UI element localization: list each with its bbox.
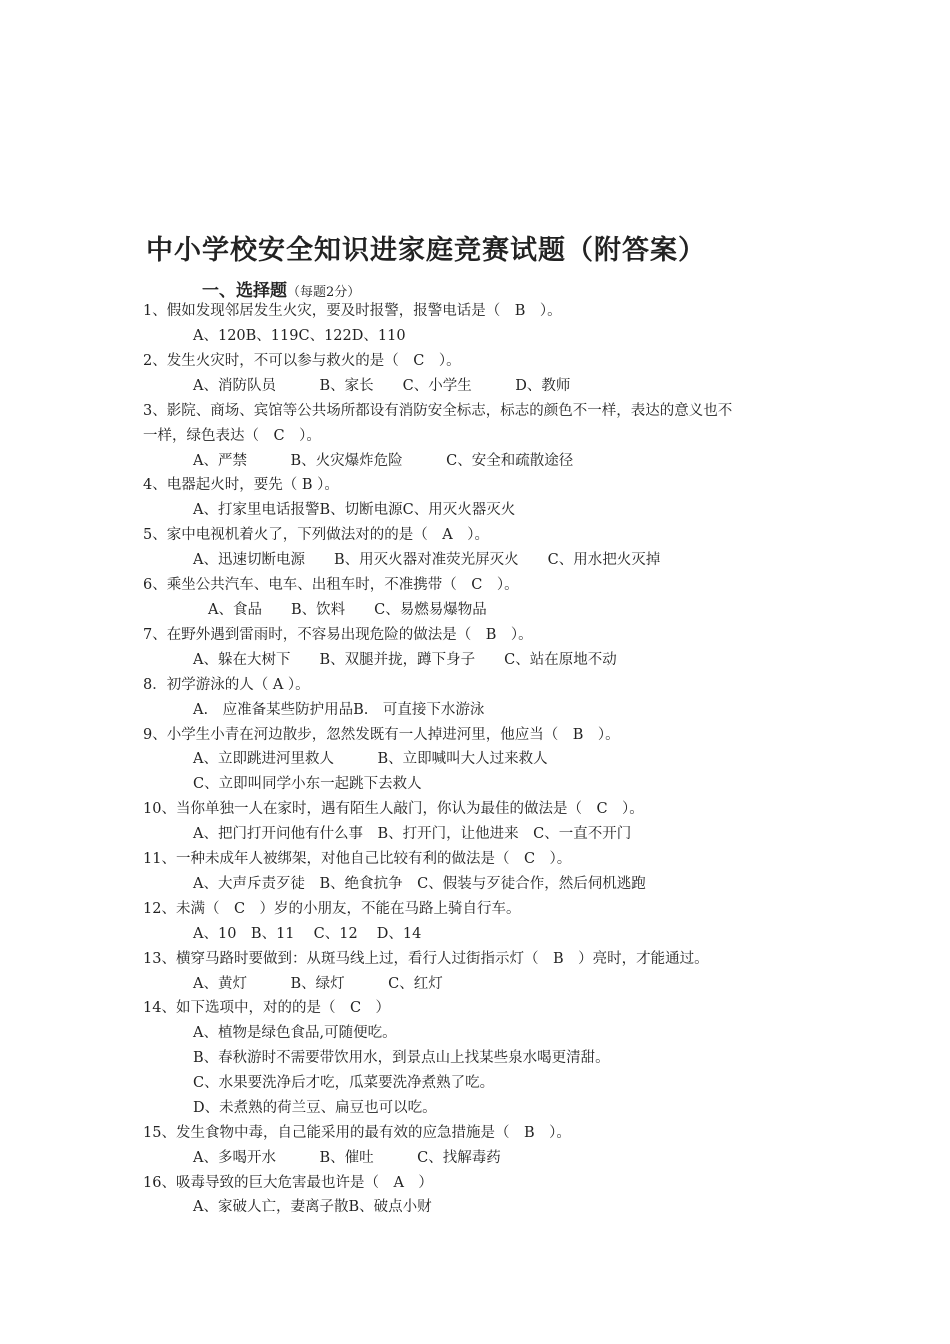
options-12: A、10 B、11 C、12 D、14	[193, 926, 422, 942]
page-title: 中小学校安全知识进家庭竞赛试题（附答案）	[146, 235, 706, 266]
options-2: A、消防队员 B、家长 C、小学生 D、教师	[193, 378, 571, 394]
options-16: A、家破人亡，妻离子散B、破点小财	[193, 1199, 432, 1215]
options-6: A、食品 B、饮料 C、易燃易爆物品	[208, 602, 487, 618]
question-5: 5、家中电视机着火了，下列做法对的的是（ A ）。	[143, 527, 489, 543]
question-8: 8．初学游泳的人（ A ）。	[143, 677, 310, 693]
question-15: 15、发生食物中毒，自己能采用的最有效的应急措施是（ B ）。	[143, 1125, 571, 1141]
question-9: 9、小学生小青在河边散步，忽然发既有一人掉进河里，他应当（ B ）。	[143, 727, 620, 743]
question-7: 7、在野外遇到雷雨时，不容易出现危险的做法是（ B ）。	[143, 627, 533, 643]
options-1: A、120B、119C、122D、110	[193, 328, 406, 344]
question-2: 2、发生火灾时，不可以参与救火的是（ C ）。	[143, 353, 461, 369]
options-14-d: D、未煮熟的荷兰豆、扁豆也可以吃。	[193, 1100, 437, 1116]
options-15: A、多喝开水 B、催吐 C、找解毒药	[193, 1150, 501, 1166]
options-3: A、严禁 B、火灾爆炸危险 C、安全和疏散途径	[193, 453, 574, 469]
question-14: 14、如下选项中，对的的是（ C ）	[143, 1000, 391, 1016]
options-14-c: C、水果要洗净后才吃，瓜菜要洗净煮熟了吃。	[193, 1075, 495, 1091]
question-11: 11、一种未成年人被绑架，对他自己比较有利的做法是（ C ）。	[143, 851, 572, 867]
section-note: （每题2分）	[287, 285, 361, 300]
question-1: 1、假如发现邻居发生火灾，要及时报警，报警电话是（ B ）。	[143, 303, 562, 319]
question-12: 12、未满（ C ）岁的小朋友，不能在马路上骑自行车。	[143, 901, 521, 917]
options-14-b: B、春秋游时不需要带饮用水，到景点山上找某些泉水喝更清甜。	[193, 1050, 610, 1066]
options-9: A、立即跳进河里救人 B、立即喊叫大人过来救人	[193, 751, 548, 767]
section-heading	[202, 276, 360, 301]
options-14-a: A、植物是绿色食品,可随便吃。	[193, 1025, 397, 1041]
question-4: 4、电器起火时，要先（ B ）。	[143, 477, 339, 493]
options-7: A、躲在大树下 B、双腿并拢，蹲下身子 C、站在原地不动	[193, 652, 617, 668]
options-13: A、黄灯 B、绿灯 C、红灯	[193, 976, 443, 992]
options-8: A. 应准备某些防护用品B. 可直接下水游泳	[193, 702, 485, 718]
question-10: 10、当你单独一人在家时，遇有陌生人敲门，你认为最佳的做法是（ C ）。	[143, 801, 644, 817]
options-10: A、把门打开问他有什么事 B、打开门，让他进来 C、一直不开门	[193, 826, 632, 842]
options-5: A、迅速切断电源 B、用灭火器对准荧光屏灭火 C、用水把火灭掉	[193, 552, 661, 568]
options-11: A、大声斥责歹徒 B、绝食抗争 C、假装与歹徒合作，然后伺机逃跑	[193, 876, 646, 892]
options-9-cont: C、立即叫同学小东一起跳下去救人	[193, 776, 422, 792]
question-3: 3、影院、商场、宾馆等公共场所都设有消防安全标志，标志的颜色不一样，表达的意义也不	[143, 403, 733, 419]
question-3-cont: 一样，绿色表达（ C ）。	[143, 428, 321, 444]
question-16: 16、吸毒导致的巨大危害最也许是（ A ）	[143, 1175, 433, 1191]
options-4: A、打家里电话报警B、切断电源C、用灭火器灭火	[193, 502, 516, 518]
question-6: 6、乘坐公共汽车、电车、出租车时，不准携带（ C ）。	[143, 577, 519, 593]
section-title: 一、选择题	[202, 281, 287, 301]
question-13: 13、横穿马路时要做到：从斑马线上过，看行人过街指示灯（ B ）亮时，才能通过。	[143, 951, 709, 967]
